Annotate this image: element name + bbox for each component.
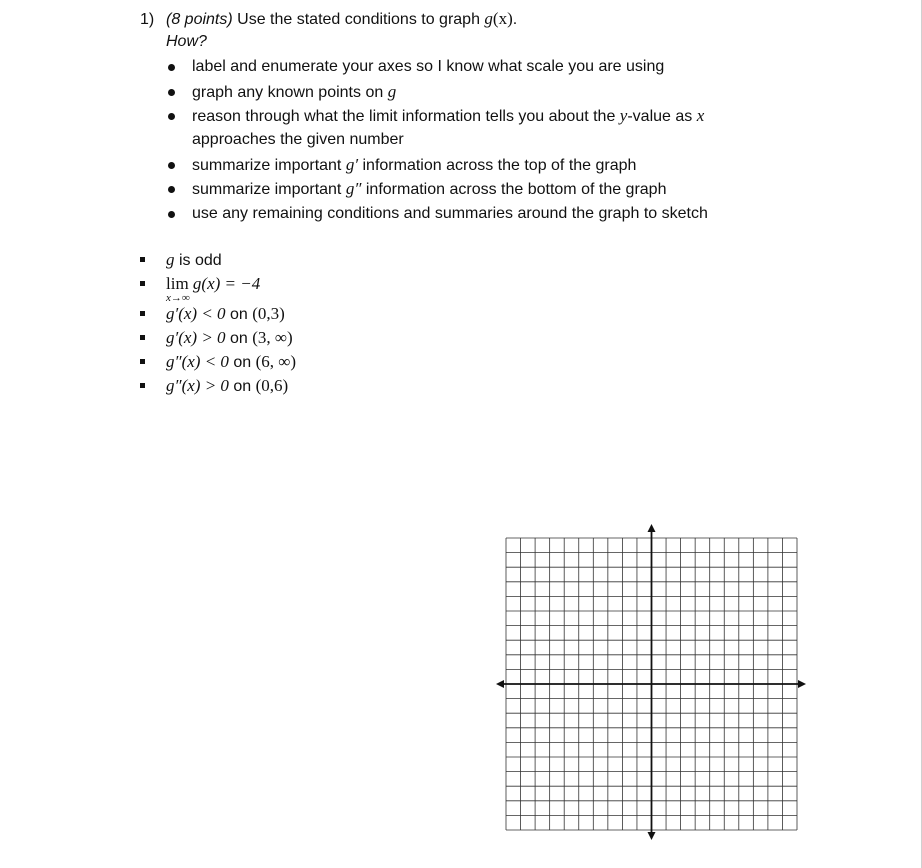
instruction-math: g: [387, 82, 397, 101]
bullet-dot-icon: [168, 113, 175, 120]
condition-text: on: [225, 330, 253, 347]
bullet-dot-icon: [168, 162, 175, 169]
x-axis-left-arrow-icon: [496, 680, 504, 688]
instruction-text-2: information across the bottom of the graph: [361, 181, 667, 198]
graph-grid: [494, 524, 808, 840]
condition-math: g″(x) < 0: [166, 352, 229, 371]
instruction-math: g″: [345, 179, 362, 198]
instruction-text: use any remaining conditions and summaries around the graph to sketch: [192, 205, 708, 222]
instruction-text-2: -value as: [627, 108, 697, 125]
condition-text: on: [225, 306, 253, 323]
bullet-dot-icon: [168, 89, 175, 96]
question-number: 1): [140, 11, 155, 28]
instruction-text: graph any known points on: [192, 84, 388, 101]
instruction-text: reason through what the limit information tells you about the: [192, 108, 620, 125]
bullet-dot-icon: [168, 186, 175, 193]
square-bullet-icon: [140, 311, 145, 316]
condition-interval: (3, ∞): [252, 328, 293, 347]
condition-interval: (0,6): [255, 376, 289, 395]
function-arg: (x): [492, 9, 513, 28]
square-bullet-icon: [140, 281, 145, 286]
function-name: g: [484, 9, 493, 28]
y-axis-down-arrow-icon: [648, 832, 656, 840]
square-bullet-icon: [140, 359, 145, 364]
condition-text: on: [228, 354, 256, 371]
question-period: .: [512, 11, 518, 28]
condition-interval: (0,3): [252, 304, 285, 323]
instruction-math-2: x: [696, 106, 705, 125]
condition-math: g′(x) > 0: [166, 328, 226, 347]
condition-math: g: [166, 250, 175, 269]
bullet-dot-icon: [168, 211, 175, 218]
y-axis-up-arrow-icon: [648, 524, 656, 532]
square-bullet-icon: [140, 257, 145, 262]
question-points: (8 points): [166, 11, 233, 28]
question-prompt: Use the stated conditions to graph: [232, 11, 485, 28]
instruction-text-2: information across the top of the graph: [358, 157, 637, 174]
condition-math: g′(x) < 0: [166, 304, 226, 323]
instruction-math: g′: [345, 155, 359, 174]
condition-text: is odd: [174, 252, 222, 269]
graph-paper: [494, 524, 808, 840]
condition-text: on: [228, 378, 256, 395]
instruction-text: approaches the given number: [192, 131, 404, 148]
limit-subscript: x→∞: [166, 292, 190, 304]
instruction-math: y: [619, 106, 628, 125]
how-label: How?: [166, 33, 207, 50]
condition-math: g″(x) > 0: [166, 376, 229, 395]
question-header: [140, 8, 517, 31]
condition-interval: (6, ∞): [255, 352, 297, 371]
instruction-text: label and enumerate your axes so I know what scale you are using: [192, 58, 665, 75]
condition-lim: lim: [166, 274, 189, 293]
instruction-text: summarize important: [192, 181, 346, 198]
condition-math: g(x) = −4: [188, 274, 261, 293]
square-bullet-icon: [140, 383, 145, 388]
bullet-dot-icon: [168, 64, 175, 71]
square-bullet-icon: [140, 335, 145, 340]
instruction-text: summarize important: [192, 157, 346, 174]
question-function: [484, 9, 512, 28]
x-axis-right-arrow-icon: [798, 680, 806, 688]
